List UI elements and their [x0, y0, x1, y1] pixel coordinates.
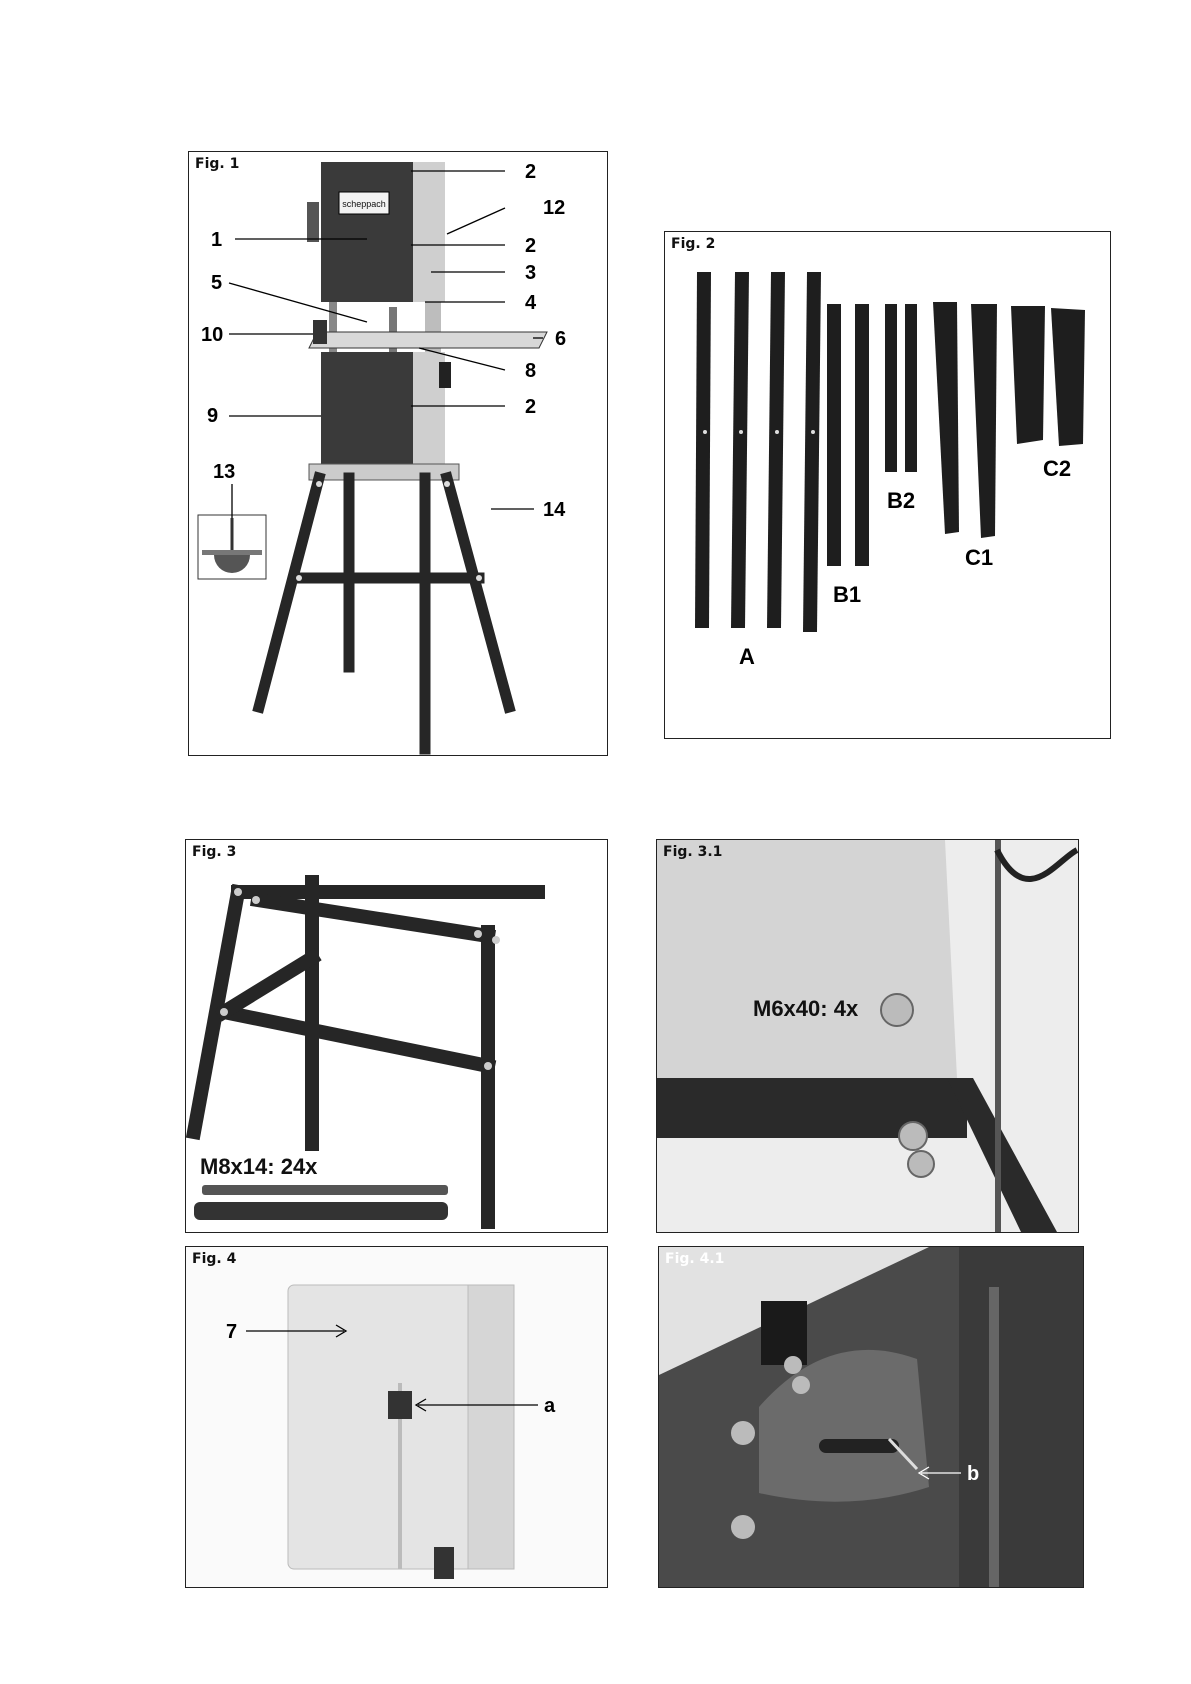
braces-c1 [933, 302, 997, 538]
legs-a [695, 272, 821, 632]
callout-fig4-7: 7 [226, 1321, 238, 1343]
rails-b1 [827, 304, 869, 566]
callout-fig1-2b: 2 [525, 235, 537, 257]
tilt-lock-photo [659, 1247, 1083, 1587]
brand-logo-text: scheppach [342, 199, 386, 209]
door-panel-illustration [186, 1247, 607, 1587]
knob-a [388, 1391, 412, 1419]
group-label-c2: C2 [1043, 456, 1072, 481]
figure-4 [185, 1246, 608, 1588]
bracket [761, 1301, 807, 1365]
callout-fig1-5: 5 [211, 272, 223, 294]
callout-fig1-9: 9 [207, 405, 219, 427]
stand-legs [259, 478, 509, 749]
group-label-a: A [739, 644, 755, 669]
callout-fig1-8: 8 [525, 360, 537, 382]
figure-3-1-label: Fig. 3.1 [663, 844, 723, 860]
stand-parts-illustration [665, 232, 1110, 738]
band-saw-illustration [189, 152, 607, 755]
figure-2-label: Fig. 2 [671, 236, 716, 252]
callout-fig1-14: 14 [543, 499, 566, 521]
saw-base [309, 464, 459, 480]
callout-fig1-2a: 2 [525, 161, 537, 183]
callout-fig41-b: b [967, 1463, 980, 1485]
screws-row [202, 1185, 448, 1195]
figure-1-label: Fig. 1 [195, 156, 240, 172]
table-mount-photo [657, 840, 1078, 1232]
braces-c2 [1011, 306, 1085, 446]
callout-fig1-3: 3 [525, 262, 537, 284]
rails-b2 [885, 304, 917, 472]
figure-4-1-label: Fig. 4.1 [665, 1251, 725, 1267]
saw-table [309, 332, 547, 348]
group-label-b2: B2 [887, 488, 916, 513]
figure-4-1 [658, 1246, 1084, 1588]
callout-fig1-13: 13 [213, 461, 236, 483]
nuts-row [194, 1202, 448, 1220]
figure-3 [185, 839, 608, 1233]
group-label-b1: B1 [833, 582, 862, 607]
callout-fig1-6: 6 [555, 328, 567, 350]
hardware-m6x40: M6x40: 4x [753, 996, 859, 1021]
figure-1 [188, 151, 608, 756]
callout-fig1-10: 10 [201, 324, 224, 346]
callout-fig1-12: 12 [543, 197, 566, 219]
bolt-m6 [881, 994, 913, 1026]
callout-fig1-1: 1 [211, 229, 223, 251]
callout-fig1-2c: 2 [525, 396, 537, 418]
hardware-m8x14: M8x14: 24x [200, 1154, 318, 1179]
figure-3-1 [656, 839, 1079, 1233]
callout-fig1-4: 4 [525, 292, 537, 314]
group-label-c1: C1 [965, 545, 994, 570]
figure-2 [664, 231, 1111, 739]
figure-4-label: Fig. 4 [192, 1251, 237, 1267]
callout-fig4-a: a [544, 1395, 556, 1417]
figure-3-label: Fig. 3 [192, 844, 237, 860]
